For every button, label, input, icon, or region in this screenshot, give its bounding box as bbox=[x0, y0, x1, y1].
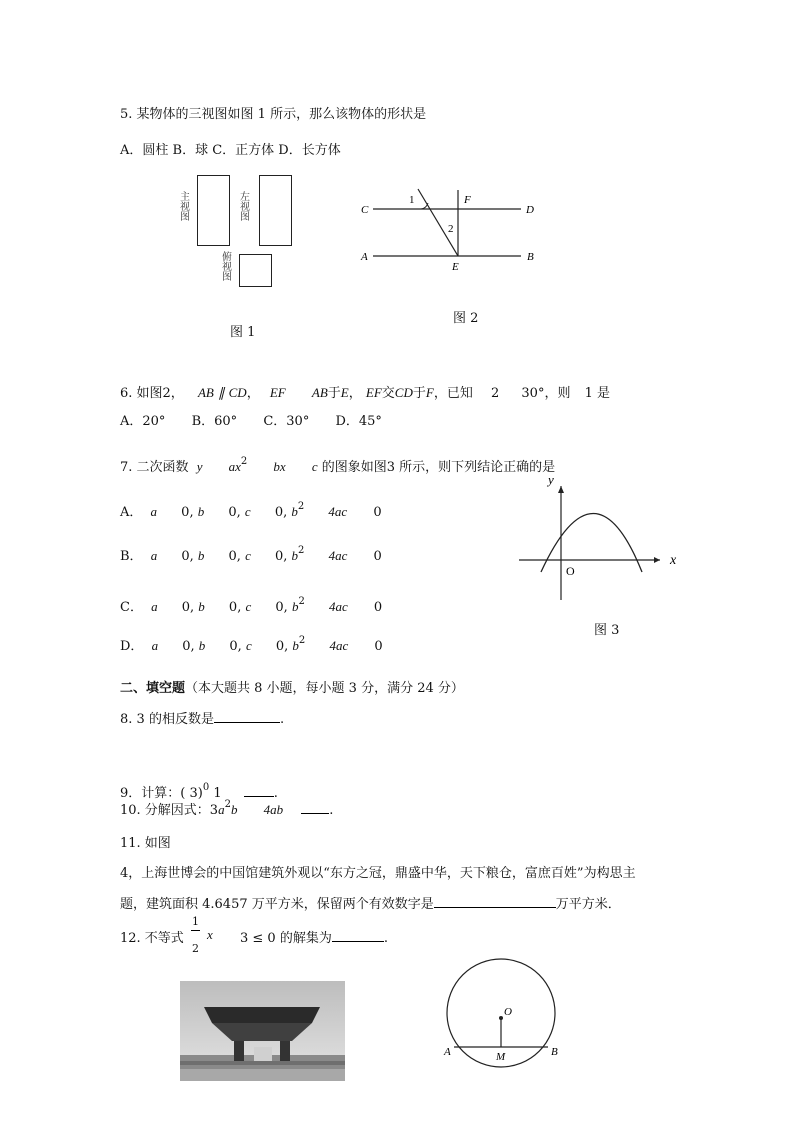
var-b: b bbox=[292, 638, 299, 653]
q8-end: . bbox=[279, 712, 285, 727]
term-4ac: 4ac bbox=[329, 638, 349, 653]
q6-yu-1: 于 bbox=[327, 386, 341, 401]
front-view-label: 主视图 bbox=[180, 192, 190, 223]
q10-text: 10. 分解因式：3 bbox=[120, 803, 219, 818]
q7-square: 2 bbox=[240, 456, 248, 467]
y-label: y bbox=[548, 472, 554, 487]
q6-option-b: B．60° bbox=[191, 414, 238, 429]
var-c: c bbox=[245, 638, 252, 653]
q6-given: ，已知 bbox=[433, 386, 473, 401]
zero: 0, bbox=[275, 600, 288, 615]
q10-end: . bbox=[329, 803, 334, 818]
q12-denominator: 2 bbox=[192, 942, 199, 955]
square: 2 bbox=[298, 545, 305, 556]
q9-rest: 1 bbox=[213, 786, 222, 801]
var-b: b bbox=[198, 599, 205, 614]
q6-yu-2: 于 bbox=[412, 386, 426, 401]
q9-exponent: 0 bbox=[202, 782, 210, 793]
q6-option-a: A．20° bbox=[120, 414, 166, 429]
var-a: a bbox=[150, 504, 158, 519]
q10-4ab: 4ab bbox=[263, 802, 284, 817]
center-point bbox=[499, 1016, 503, 1020]
zero: 0, bbox=[229, 639, 242, 654]
var-b: b bbox=[291, 599, 299, 614]
section-2-title: 二、填空题 bbox=[120, 681, 186, 696]
q7-y: y bbox=[196, 459, 203, 474]
zero: 0, bbox=[182, 639, 195, 654]
q6-ef: EF bbox=[269, 385, 286, 400]
q12-x: x bbox=[207, 927, 213, 942]
var-c: c bbox=[244, 504, 251, 519]
square: 2 bbox=[298, 635, 306, 646]
square: 2 bbox=[297, 501, 305, 512]
zero: 0, bbox=[181, 505, 194, 520]
q6-parallel: ∥ bbox=[217, 385, 225, 400]
q12-numerator: 1 bbox=[192, 915, 199, 928]
q6-f: F bbox=[425, 385, 434, 400]
q5-options: A．圆柱 B．球 C．正方体 D．长方体 bbox=[120, 143, 341, 158]
term-4ac: 4ac bbox=[328, 548, 348, 563]
zero: 0 bbox=[373, 505, 382, 520]
label-d: D bbox=[526, 204, 534, 216]
label-b: B bbox=[527, 251, 534, 263]
zero: 0 bbox=[373, 549, 382, 564]
zero: 0, bbox=[228, 549, 241, 564]
label-angle-2: 2 bbox=[448, 223, 454, 235]
label-o: O bbox=[504, 1006, 512, 1018]
q12-prefix: 12. 不等式 bbox=[120, 931, 184, 946]
q7-ax: ax bbox=[228, 459, 241, 474]
q6-cd-2: CD bbox=[394, 385, 413, 400]
section-2-note: （本大题共 8 小题，每小题 3 分，满分 24 分） bbox=[185, 681, 464, 696]
var-a: a bbox=[151, 638, 159, 653]
top-view-label: 俯视图 bbox=[222, 252, 232, 283]
var-b: b bbox=[197, 548, 205, 563]
label-f: F bbox=[464, 194, 471, 206]
zero: 0, bbox=[228, 600, 242, 615]
q12-text: 3 ≤ 0 的解集为 bbox=[240, 931, 332, 946]
var-b: b bbox=[198, 638, 206, 653]
q6-cd: CD bbox=[228, 385, 247, 400]
zero: 0, bbox=[274, 505, 288, 520]
zero: 0, bbox=[228, 505, 241, 520]
q6-angle2: 2 bbox=[490, 386, 500, 401]
var-b: b bbox=[291, 548, 299, 563]
q6-comma-1: ， bbox=[246, 386, 260, 401]
zero: 0 bbox=[374, 639, 383, 654]
figure-1-caption: 图 1 bbox=[230, 325, 256, 340]
zero: 0 bbox=[373, 600, 383, 615]
q7-bx: bx bbox=[273, 459, 286, 474]
var-a: a bbox=[151, 599, 158, 614]
q6-ab-2: AB bbox=[311, 385, 328, 400]
q6-ab: AB bbox=[197, 385, 214, 400]
var-a: a bbox=[150, 548, 158, 563]
q11-line-1: 11. 如图 bbox=[120, 836, 171, 851]
label-a: A bbox=[361, 251, 368, 263]
zero: 0, bbox=[181, 600, 195, 615]
q7-c: c bbox=[311, 459, 318, 474]
q12-end: . bbox=[383, 931, 388, 946]
label-c: C bbox=[361, 204, 369, 216]
option-letter: C． bbox=[120, 600, 143, 615]
x-label: x bbox=[670, 553, 677, 568]
label-e: E bbox=[452, 261, 459, 273]
q7-number: 7. 二次函数 bbox=[120, 460, 189, 475]
square: 2 bbox=[298, 596, 305, 607]
term-4ac: 4ac bbox=[328, 599, 348, 614]
q11-text: 题，建筑面积 4.6457 万平方米，保留两个有效数字是 bbox=[120, 897, 434, 912]
figure-2-caption: 图 2 bbox=[453, 311, 479, 326]
origin-label: O bbox=[566, 564, 575, 578]
q10-square: 2 bbox=[224, 799, 231, 810]
q9-end: . bbox=[273, 786, 278, 801]
q11-line-2: 4，上海世博会的中国馆建筑外观以“东方之冠，鼎盛中华，天下粮仓，富庶百姓”为构思主 bbox=[120, 866, 636, 881]
q10-b: b bbox=[230, 802, 238, 817]
q6-angle1: 1 是 bbox=[584, 386, 610, 401]
label-b-circle: B bbox=[551, 1046, 558, 1058]
zero: 0, bbox=[275, 639, 289, 654]
label-m: M bbox=[496, 1051, 506, 1063]
q6-ef-2: EF bbox=[365, 385, 382, 400]
q6-option-d: D．45° bbox=[335, 414, 382, 429]
var-b: b bbox=[197, 504, 205, 519]
q6-jiao: 交 bbox=[381, 386, 395, 401]
q6-e: E bbox=[340, 385, 349, 400]
q7-rest: 的图象如图3 所示，则下列结论正确的是 bbox=[321, 460, 556, 475]
label-a-circle: A bbox=[444, 1046, 451, 1058]
var-c: c bbox=[245, 548, 251, 563]
var-c: c bbox=[245, 599, 252, 614]
term-4ac: 4ac bbox=[328, 504, 348, 519]
q6-comma-2: ， bbox=[348, 386, 362, 401]
q10-a: a bbox=[218, 802, 225, 817]
zero: 0, bbox=[181, 549, 194, 564]
q6-number: 6. 如图2， bbox=[120, 386, 184, 401]
q5-stem: 5. 某物体的三视图如图 1 所示，那么该物体的形状是 bbox=[120, 107, 427, 122]
option-letter: A． bbox=[120, 505, 143, 520]
q9-text: 9．计算：( 3) bbox=[120, 786, 203, 801]
q6-option-c: C．30° bbox=[263, 414, 310, 429]
option-letter: D． bbox=[120, 639, 144, 654]
zero: 0, bbox=[275, 549, 288, 564]
label-angle-1: 1 bbox=[409, 194, 415, 206]
figure-3-caption: 图 3 bbox=[594, 623, 620, 638]
option-letter: B． bbox=[120, 549, 143, 564]
q6-value: 30°，则 bbox=[521, 386, 571, 401]
left-view-label: 左视图 bbox=[240, 192, 250, 223]
var-b: b bbox=[291, 504, 298, 519]
q8-text: 8. 3 的相反数是 bbox=[120, 712, 214, 727]
q11-unit: 万平方米． bbox=[555, 897, 621, 912]
